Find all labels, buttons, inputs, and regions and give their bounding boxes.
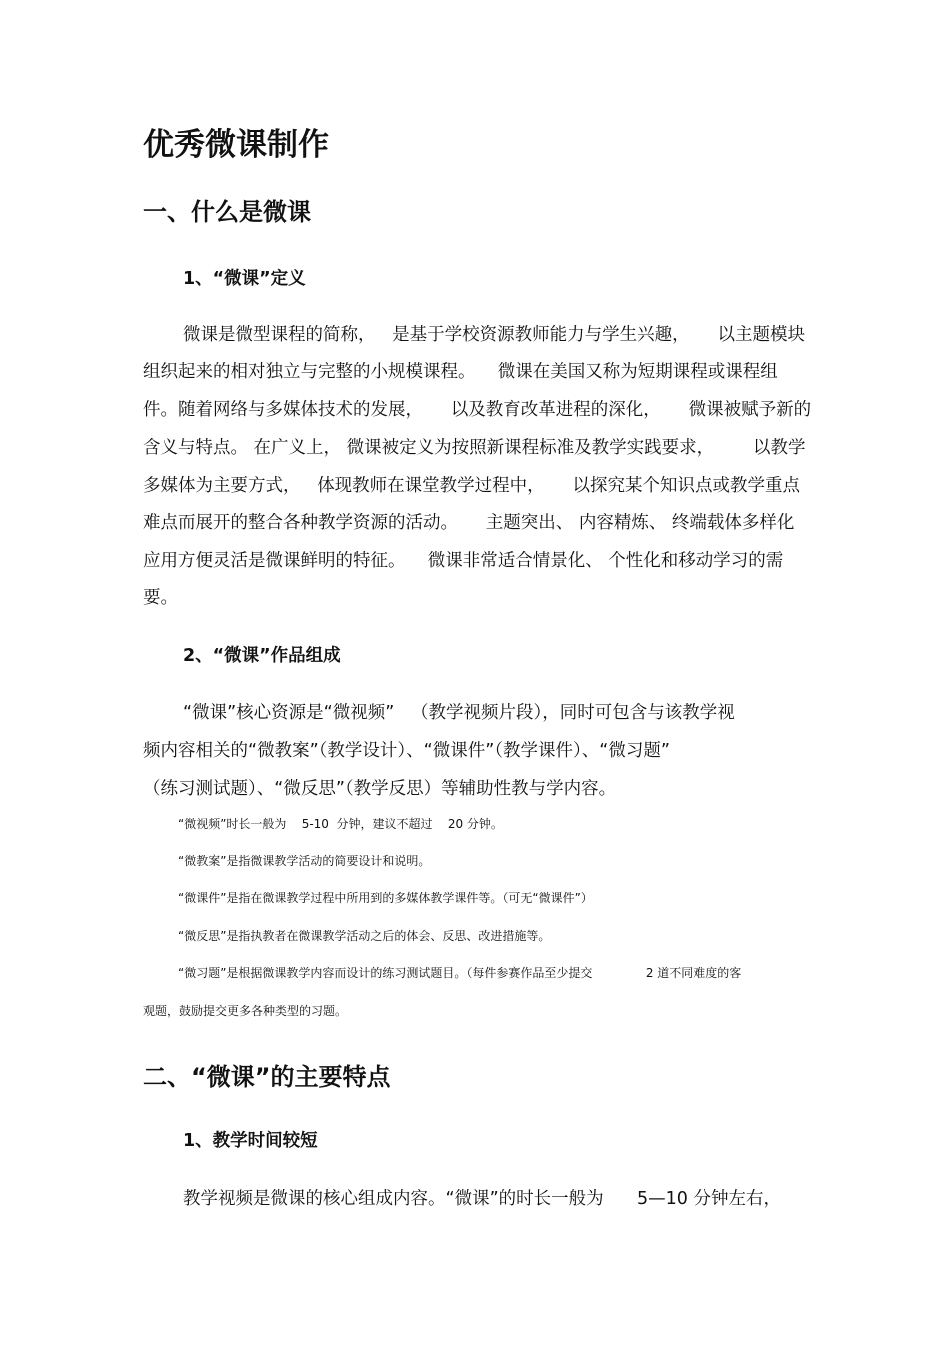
paragraph-line: 微课是微型课程的简称， 是基于学校资源教师能力与学生兴趣， 以主题模块 xyxy=(183,325,805,345)
paragraph-line: 教学视频是微课的核心组成内容。“微课”的时长一般为 5—10 分钟左右， xyxy=(183,1189,781,1209)
paragraph-line: 要。 xyxy=(143,588,178,608)
paragraph-line: （练习测试题）、“微反思”（教学反思）等辅助性教与学内容。 xyxy=(143,779,617,799)
section-1-1-heading: 1、“微课”定义 xyxy=(183,269,306,289)
paragraph-line: 应用方便灵活是微课鲜明的特征。 微课非常适合情景化、 个性化和移动学习的需 xyxy=(143,551,784,571)
note-line: “微课件”是指在微课教学过程中所用到的多媒体教学课件等。（可无“微课件”） xyxy=(178,891,593,905)
paragraph-line: “微课”核心资源是“微视频” （教学视频片段），同时可包含与该教学视 xyxy=(183,703,735,723)
paragraph-line: 多媒体为主要方式， 体现教师在课堂教学过程中， 以探究某个知识点或教学重点 xyxy=(143,476,800,496)
section-1-heading: 一、什么是微课 xyxy=(143,198,311,226)
paragraph-line: 含义与特点。 在广义上， 微课被定义为按照新课程标准及教学实践要求， 以教学 xyxy=(143,438,806,458)
note-line: “微视频”时长一般为 5-10 分钟，建议不超过 20 分钟。 xyxy=(178,817,503,831)
section-2-heading: 二、“微课”的主要特点 xyxy=(143,1063,391,1091)
paragraph-line: 件。随着网络与多媒体技术的发展， 以及教育改革进程的深化， 微课被赋予新的 xyxy=(143,400,812,420)
paragraph-line: 组织起来的相对独立与完整的小规模课程。 微课在美国又称为短期课程或课程组 xyxy=(143,362,778,382)
paragraph-line: 难点而展开的整合各种教学资源的活动。 主题突出、 内容精炼、 终端载体多样化 xyxy=(143,513,795,533)
document-title: 优秀微课制作 xyxy=(143,127,329,163)
note-line: “微反思”是指执教者在微课教学活动之后的体会、反思、改进措施等。 xyxy=(178,929,551,943)
section-1-2-heading: 2、“微课”作品组成 xyxy=(183,646,341,666)
paragraph-line: 频内容相关的“微教案”（教学设计）、“微课件”（教学课件）、“微习题” xyxy=(143,741,670,761)
note-line: “微习题”是根据微课教学内容而设计的练习测试题目。（每件参赛作品至少提交 2 道不同难度的客 xyxy=(178,966,742,980)
section-2-1-heading: 1、教学时间较短 xyxy=(183,1131,318,1151)
note-line: “微教案”是指微课教学活动的简要设计和说明。 xyxy=(178,854,431,868)
note-line: 观题，鼓励提交更多各种类型的习题。 xyxy=(143,1004,348,1018)
